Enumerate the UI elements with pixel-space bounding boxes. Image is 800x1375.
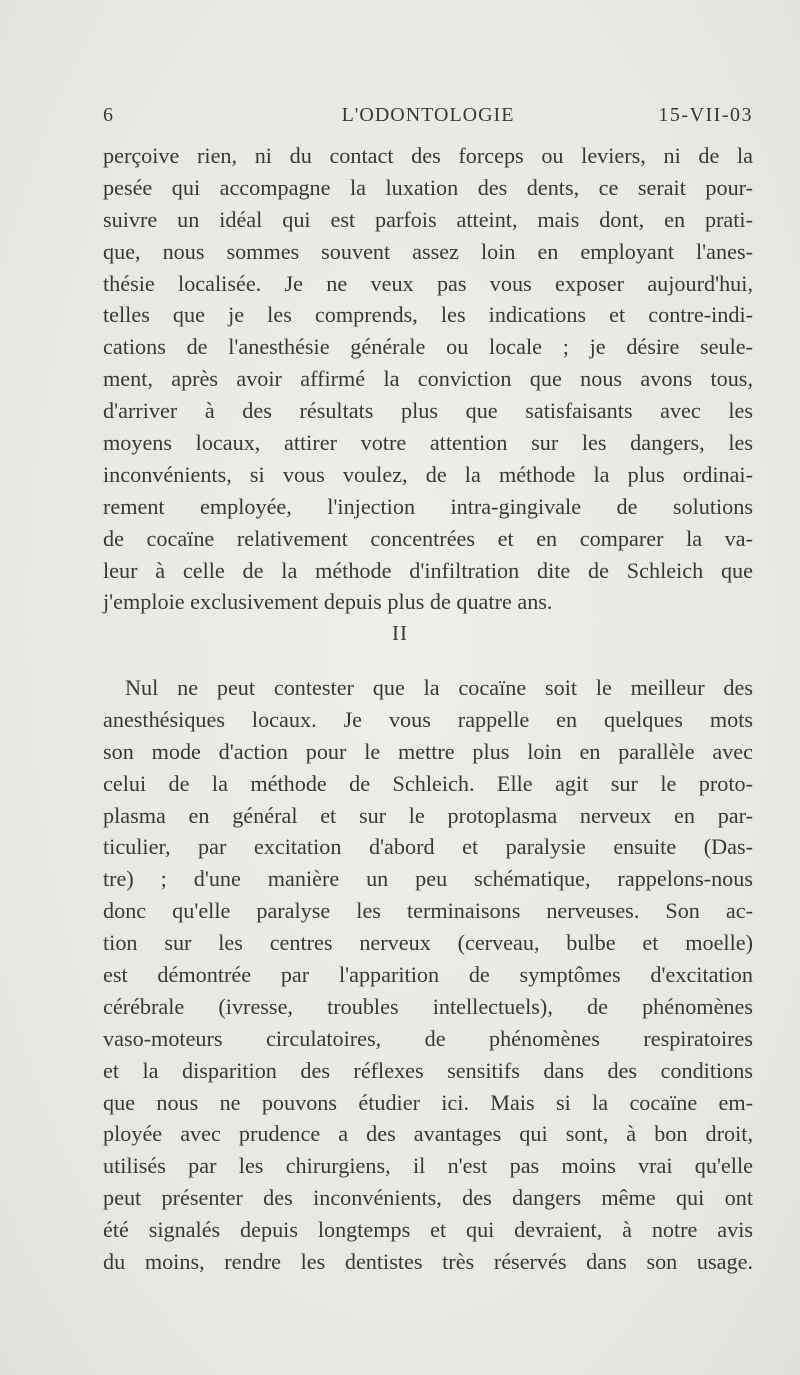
text-line: telles que je les comprends, les indications et contre-indi- — [103, 302, 753, 328]
text-line: plasma en général et sur le protoplasma nerveux en par- — [103, 802, 753, 828]
text-line: j'emploie exclusivement depuis plus de quatre ans. — [103, 589, 553, 615]
running-header — [103, 104, 753, 134]
paragraph-continuation — [103, 140, 753, 618]
text-line: ployée avec prudence a des avantages qui sont, à bon droit, — [103, 1121, 753, 1147]
text-line: donc qu'elle paralyse les terminaisons nerveuses. Son ac- — [103, 898, 753, 924]
text-line: que, nous sommes souvent assez loin en employant l'anes- — [103, 238, 753, 264]
text-line: tion sur les centres nerveux (cerveau, bulbe et moelle) — [103, 930, 753, 956]
text-line: ticulier, par excitation d'abord et paralysie ensuite (Das- — [103, 834, 753, 860]
section-heading: II — [392, 621, 408, 645]
text-line: anesthésiques locaux. Je vous rappelle en quelques mots — [103, 706, 753, 732]
text-line: été signalés depuis longtemps et qui devraient, à notre avis — [103, 1217, 753, 1243]
page-number: 6 — [103, 104, 114, 126]
text-line: suivre un idéal qui est parfois atteint, mais dont, en prati- — [103, 206, 753, 232]
text-line: vaso-moteurs circulatoires, de phénomènes respiratoires — [103, 1025, 753, 1051]
text-line: utilisés par les chirurgiens, il n'est pas moins vrai qu'elle — [103, 1153, 753, 1179]
text-line: rement employée, l'injection intra-gingivale de solutions — [103, 493, 753, 519]
text-line: pesée qui accompagne la luxation des dents, ce serait pour- — [103, 174, 753, 200]
issue-date: 15-VII-03 — [658, 104, 753, 126]
text-line: cations de l'anesthésie générale ou locale ; je désire seule- — [103, 334, 753, 360]
journal-title: L'ODONTOLOGIE — [341, 104, 515, 126]
paragraph-section-ii — [103, 672, 753, 1278]
text-line: tre) ; d'une manière un peu schématique, rappelons-nous — [103, 866, 753, 892]
text-line: que nous ne pouvons étudier ici. Mais si la cocaïne em- — [103, 1089, 753, 1115]
text-line: ment, après avoir affirmé la conviction que nous avons tous, — [103, 366, 753, 392]
text-line: son mode d'action pour le mettre plus loin en parallèle avec — [103, 738, 753, 764]
text-line: du moins, rendre les dentistes très réservés dans son usage. — [103, 1249, 753, 1275]
text-line: est démontrée par l'apparition de symptômes d'excitation — [103, 962, 753, 988]
text-line: celui de la méthode de Schleich. Elle agit sur le proto- — [103, 770, 753, 796]
text-line: leur à celle de la méthode d'infiltration dite de Schleich que — [103, 557, 753, 583]
text-line: peut présenter des inconvénients, des dangers même qui ont — [103, 1185, 753, 1211]
text-line: cérébrale (ivresse, troubles intellectuels), de phénomènes — [103, 993, 753, 1019]
text-line: de cocaïne relativement concentrées et en comparer la va- — [103, 525, 753, 551]
text-line: Nul ne peut contester que la cocaïne soit le meilleur des — [125, 675, 753, 700]
text-line: perçoive rien, ni du contact des forceps ou leviers, ni de la — [103, 143, 753, 168]
text-line: et la disparition des réflexes sensitifs dans des conditions — [103, 1057, 753, 1083]
text-line: thésie localisée. Je ne veux pas vous exposer aujourd'hui, — [103, 270, 753, 296]
text-line: d'arriver à des résultats plus que satisfaisants avec les — [103, 398, 753, 424]
text-line: moyens locaux, attirer votre attention sur les dangers, les — [103, 430, 753, 456]
text-line: inconvénients, si vous voulez, de la méthode la plus ordinai- — [103, 461, 753, 487]
